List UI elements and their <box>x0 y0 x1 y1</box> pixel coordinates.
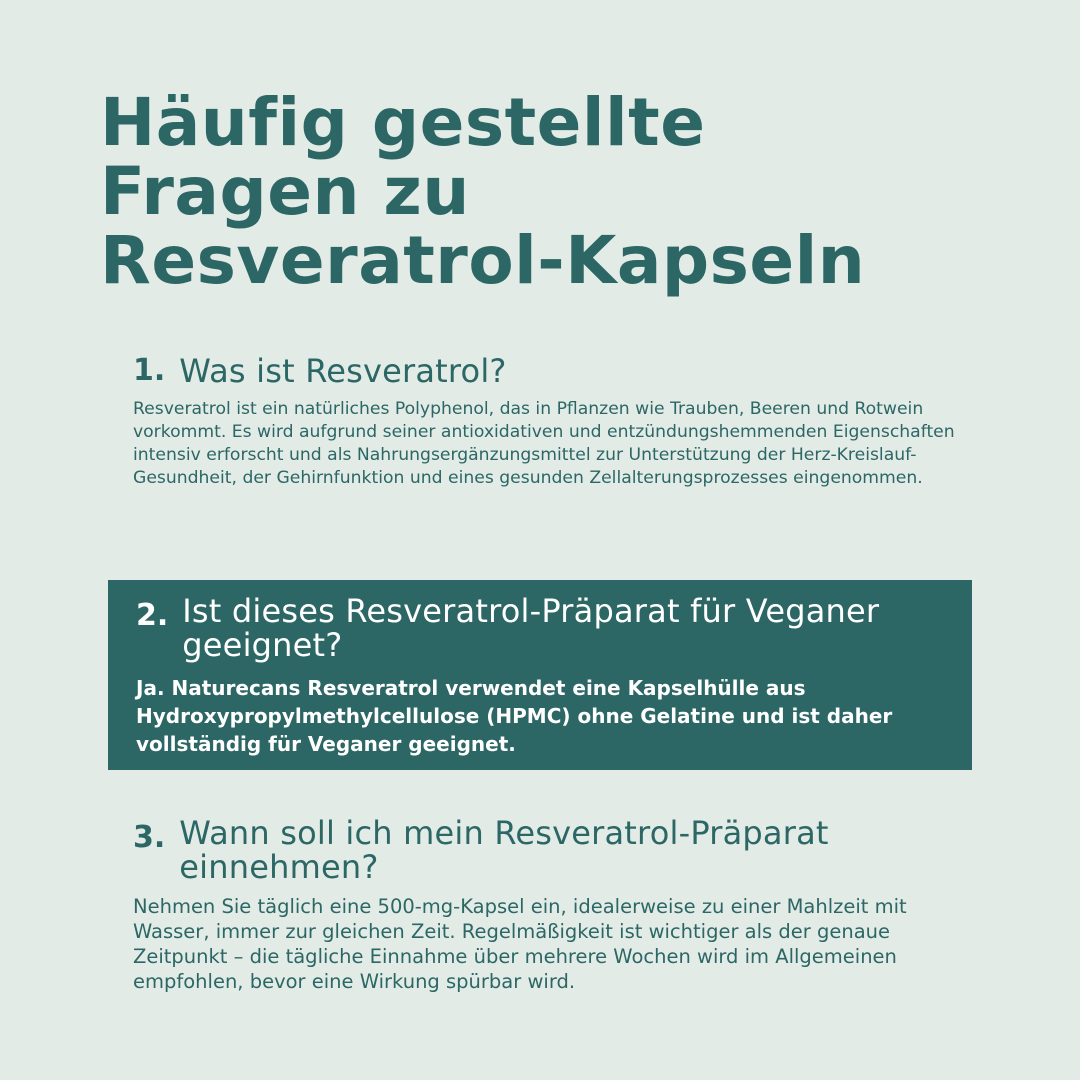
page-title-line-1: Häufig gestellte <box>100 84 706 161</box>
faq-question: Was ist Resveratrol? <box>179 352 507 390</box>
faq-number: 2. <box>136 598 169 633</box>
faq-item-2-highlighted <box>108 580 972 770</box>
page-title-line-3: Resveratrol-Kapseln <box>100 222 866 299</box>
faq-number: 3. <box>133 820 166 855</box>
faq-answer: Nehmen Sie täglich eine 500-mg-Kapsel ein, idealerweise zu einer Mahlzeit mit Wasser, immer zur gleichen Zeit. Regelmäßigkeit ist wichtiger als der genaue Zeitpunkt – die tägliche Einnahme über mehrere Wochen wird im Allgemeinen empfohlen, bevor eine Wirkung spürbar wird. <box>133 895 907 993</box>
faq-answer: Ja. Naturecans Resveratrol verwendet eine Kapselhülle aus Hydroxypropylmethylcellulose (HPMC) ohne Gelatine und ist daher vollständig für Veganer geeignet. <box>136 676 893 756</box>
faq-question-row <box>133 352 973 390</box>
faq-question-row <box>136 594 952 662</box>
faq-answer: Resveratrol ist ein natürliches Polyphenol, das in Pflanzen wie Trauben, Beeren und Rotwein vorkommt. Es wird aufgrund seiner antioxidativen und entzündungshemmenden Eigenschaften intensiv erforscht und als Nahrungsergänzungsmittel zur Unterstützung der Herz-Kreislauf-Gesundheit, der Gehirnfunktion und eines gesunden Zellalterungsprozesses eingenommen. <box>133 399 955 488</box>
faq-question-row <box>133 816 983 884</box>
page-title <box>100 84 1020 299</box>
faq-question: Ist dieses Resveratrol-Präparat für Veganer geeignet? <box>182 592 880 664</box>
faq-item-1 <box>133 352 973 490</box>
faq-question: Wann soll ich mein Resveratrol-Präparat einnehmen? <box>179 814 829 886</box>
faq-item-3 <box>133 816 983 994</box>
faq-number: 1. <box>133 353 166 388</box>
page-title-line-2: Fragen zu <box>100 153 470 230</box>
